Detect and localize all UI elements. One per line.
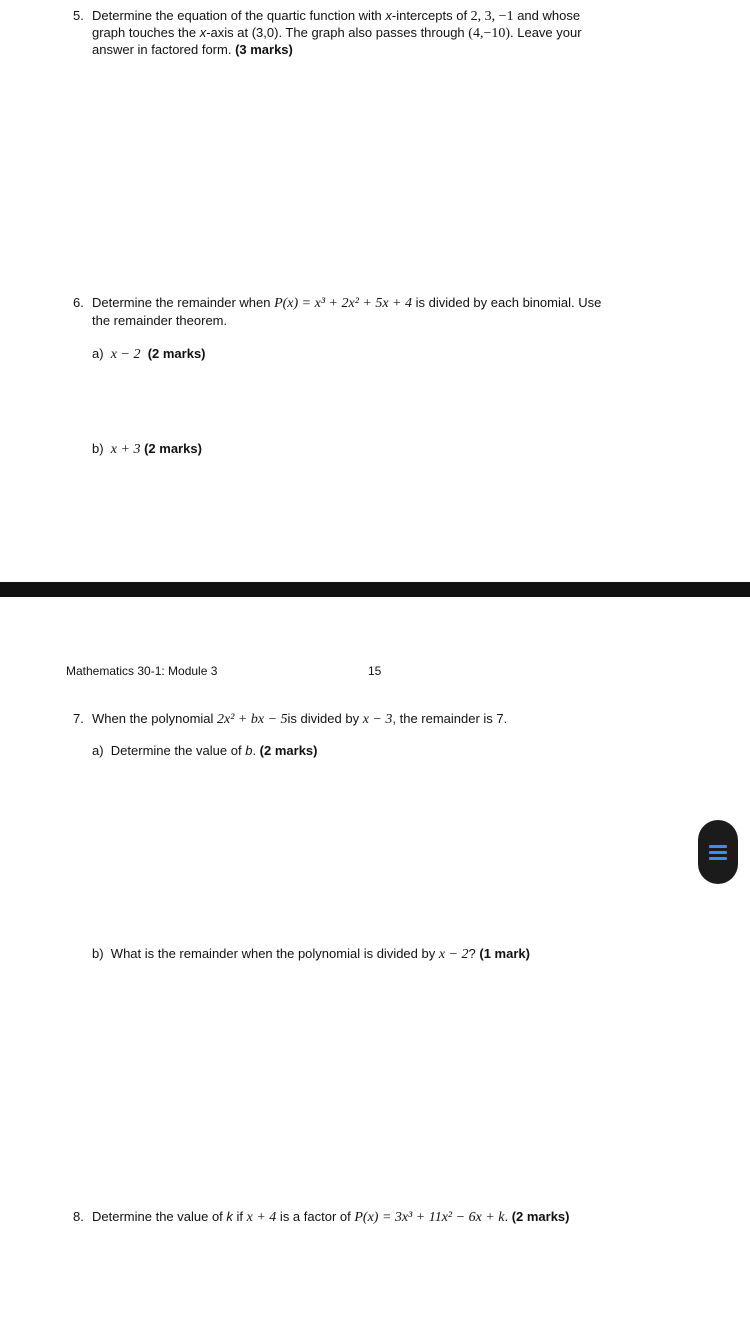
sub-question-a: a) Determine the value of b. (2 marks) bbox=[92, 743, 318, 758]
binomial-math: x + 3 bbox=[110, 442, 141, 457]
question-text-line: Determine the remainder when P(x) = x³ + 2x² + 5x + 4 is divided by each binomial. Use bbox=[92, 295, 602, 311]
polynomial-math: 2x² + bx − 5 bbox=[217, 712, 288, 727]
question-text-line: the remainder theorem. bbox=[92, 313, 228, 328]
page-number: 15 bbox=[368, 664, 382, 678]
marks-label: (1 mark) bbox=[479, 946, 530, 961]
question-number: 5. bbox=[73, 8, 84, 23]
question-number: 6. bbox=[73, 295, 84, 310]
sub-question-b: b) What is the remainder when the polynomial is divided by x − 2? (1 mark) bbox=[92, 946, 530, 962]
page-divider bbox=[0, 582, 750, 597]
marks-label: (2 marks) bbox=[259, 743, 318, 758]
course-title: Mathematics 30-1: Module 3 bbox=[66, 664, 218, 678]
intercepts-math: 2, 3, −1 bbox=[470, 9, 514, 24]
question-text-line: Determine the value of k if x + 4 is a factor of P(x) = 3x³ + 11x² − 6x + k. (2 marks) bbox=[92, 1209, 570, 1225]
question-text-line: answer in factored form. (3 marks) bbox=[92, 42, 293, 57]
marks-label: (2 marks) bbox=[511, 1209, 570, 1224]
sub-question-a: a) x − 2 (2 marks) bbox=[92, 346, 206, 362]
question-text-line: Determine the equation of the quartic function with x-intercepts of 2, 3, −1 and whose bbox=[92, 8, 581, 24]
question-text-line: graph touches the x-axis at (3,0). The graph also passes through (4,−10). Leave your bbox=[92, 25, 582, 41]
polynomial-math: P(x) = 3x³ + 11x² − 6x + k bbox=[354, 1210, 505, 1225]
question-number: 8. bbox=[73, 1209, 84, 1224]
question-text-line: When the polynomial 2x² + bx − 5is divided by x − 3, the remainder is 7. bbox=[92, 711, 508, 727]
marks-label: (3 marks) bbox=[235, 42, 293, 57]
factor-math: x + 4 bbox=[246, 1210, 277, 1225]
sub-question-b: b) x + 3 (2 marks) bbox=[92, 441, 202, 457]
binomial-math: x − 2 bbox=[110, 347, 141, 362]
divisor-math: x − 3 bbox=[362, 712, 393, 727]
point-math: (4,−10) bbox=[468, 26, 511, 41]
binomial-math: x − 2 bbox=[438, 947, 469, 962]
floating-menu-button[interactable] bbox=[698, 820, 738, 884]
question-number: 7. bbox=[73, 711, 84, 726]
marks-label: (2 marks) bbox=[144, 441, 202, 456]
marks-label: (2 marks) bbox=[147, 346, 206, 361]
menu-icon bbox=[709, 845, 727, 860]
polynomial-math: P(x) = x³ + 2x² + 5x + 4 bbox=[274, 296, 413, 311]
